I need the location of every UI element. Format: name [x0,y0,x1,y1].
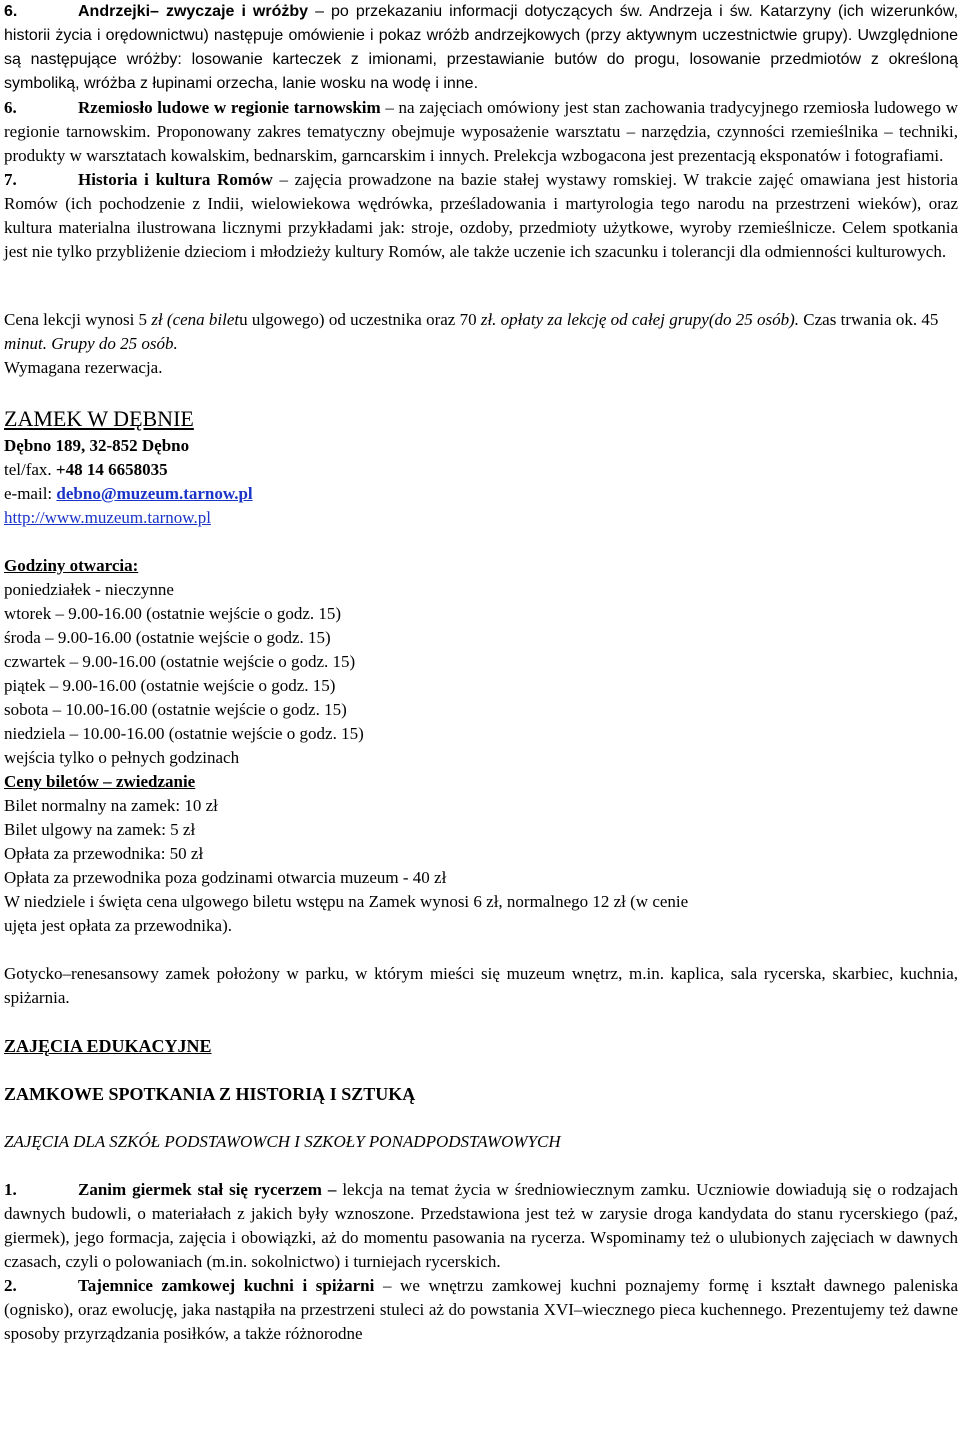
tickets-title: Ceny biletów – zwiedzanie [4,772,196,791]
hours-note: wejścia tylko o pełnych godzinach [4,748,240,767]
ticket-line: Opłata za przewodnika: 50 zł [4,844,204,863]
price-text-italic: zł (cena bilet [151,310,240,329]
item-number: 2. [4,1276,17,1295]
item-title: Tajemnice zamkowej kuchni i spiżarni [78,1276,375,1295]
hours-title: Godziny otwarcia: [4,556,139,575]
price-text: u ulgowego) od uczestnika oraz 70 [239,310,481,329]
ticket-line: Bilet normalny na zamek: 10 zł [4,796,218,815]
phone-number: +48 14 6658035 [55,460,168,479]
item-number: 6. [4,98,17,117]
hours-line: poniedziałek - nieczynne [4,580,174,599]
item-text: – zajęcia prowadzone na bazie stałej wystawy romskiej. W trakcie zajęć omawiana jest historia Romów (ich pochodzenie z Indii, wielowiekowa wędrówka, prześladowania i martyrologia tego narodu na przestrzeni wieków), oraz kultura materialna ilustrowana licznymi przykładami jak: stroje, ozdoby, przedmioty użytkowe, wyroby rzemieślnicze. Celem spotkania jest nie tylko przybliżenie dzieciom i młodzieży kultury Romów, ale także uczenie ich szacunku i tolerancji dla odmienności kulturowych. [4,170,958,261]
item-rzemioslo [4,96,958,168]
hours-line: sobota – 10.00-16.00 (ostatnie wejście o godz. 15) [4,700,347,719]
castle-website [4,506,958,530]
item-title: Rzemiosło ludowe w regionie tarnowskim [78,98,381,117]
item-romowie [4,168,958,264]
castle-email [4,482,958,506]
castle-title: ZAMEK W DĘBNIE [4,406,194,431]
sunday-price-line: ujęta jest opłata za przewodnika). [4,916,232,935]
item-text: – we wnętrzu zamkowej kuchni poznajemy formę i kształt dawnego paleniska (ognisko), oraz ewolucję, jaka nastąpiła na przestrzeni stuleci aż do powstania XVI–wiecznego pieca kuchennego. Prezentujemy też dawne sposoby przyrządzania posiłków, a także różnorodne [4,1276,958,1343]
lesson-item [4,1274,958,1346]
price-text: Czas trwania ok. 45 [799,310,939,329]
price-text-italic: zł. opłaty za lekcję od całej grupy(do 25 osób). [480,310,800,329]
item-title: Andrzejki– zwyczaje i wróżby [78,3,309,20]
price-info [4,308,958,356]
item-andrzejki [4,0,958,96]
sunday-price-line: W niedziele i święta cena ulgowego biletu wstępu na Zamek wynosi 6 zł, normalnego 12 zł (w cenie [4,892,689,911]
item-text: – na zajęciach omówiony jest stan zachowania tradycyjnego rzemiosła ludowego w regionie tarnowskim. Proponowany zakres tematyczny obejmuje wyposażenie warsztatu – narzędzia, czynności rzemieślnika – techniki, produkty w warsztatach kowalskim, bednarskim, garncarskim i innych. Prelekcja wzbogacona jest prezentacją eksponatów i fotografiami. [4,98,958,165]
email-link[interactable]: debno@muzeum.tarnow.pl [56,484,253,503]
item-title: Zanim giermek stał się rycerzem – [78,1180,337,1199]
price-text: Cena lekcji wynosi 5 [4,310,152,329]
lesson-item [4,1178,958,1274]
item-number: 6. [4,3,18,20]
email-label: e-mail: [4,484,57,503]
education-subtitle: ZAMKOWE SPOTKANIA Z HISTORIĄ I SZTUKĄ [4,1084,416,1104]
education-title: ZAJĘCIA EDUKACYJNE [4,1036,212,1056]
castle-phone [4,458,958,482]
item-title: Historia i kultura Romów [78,170,273,189]
hours-line: wtorek – 9.00-16.00 (ostatnie wejście o godz. 15) [4,604,342,623]
hours-line: środa – 9.00-16.00 (ostatnie wejście o godz. 15) [4,628,331,647]
hours-line: piątek – 9.00-16.00 (ostatnie wejście o godz. 15) [4,676,336,695]
ticket-line: Opłata za przewodnika poza godzinami otwarcia muzeum - 40 zł [4,868,447,887]
ticket-line: Bilet ulgowy na zamek: 5 zł [4,820,196,839]
castle-address: Dębno 189, 32-852 Dębno [4,436,190,455]
castle-description: Gotycko–renesansowy zamek położony w parku, w którym mieści się muzeum wnętrz, m.in. kaplica, sala rycerska, skarbiec, kuchnia, spiżarnia. [4,964,958,1007]
item-text: – po przekazaniu informacji dotyczących św. Andrzeja i św. Katarzyny (ich wizerunków, historii życia i orędownictwu) następuje omówienie i pokaz wróżb andrzejkowych (przy aktywnym uczestnictwie grupy). Uwzględnione są następujące wróżby: losowanie karteczek z imionami, przestawianie butów do progu, losowanie przedmiotów z określoną symboliką, wróżba z łupinami orzecha, lanie wosku na wodę i inne. [4,3,959,92]
hours-line: czwartek – 9.00-16.00 (ostatnie wejście o godz. 15) [4,652,356,671]
website-link[interactable]: http://www.muzeum.tarnow.pl [4,508,211,527]
education-audience: ZAJĘCIA DLA SZKÓŁ PODSTAWOWCH I SZKOŁY PONADPODSTAWOWYCH [4,1132,561,1151]
item-number: 1. [4,1180,17,1199]
phone-label: tel/fax. [4,460,56,479]
price-text-italic: minut. Grupy do 25 osób. [4,334,178,353]
item-number: 7. [4,170,17,189]
hours-line: niedziela – 10.00-16.00 (ostatnie wejście o godz. 15) [4,724,364,743]
reservation-note: Wymagana rezerwacja. [4,358,163,377]
item-text: lekcja na temat życia w średniowiecznym zamku. Uczniowie dowiadują się o rodzajach dawnych budowli, o materiałach z jakich były wznoszone. Przedstawiona jest też w zarysie droga kandydata do stanu rycerskiego (paź, giermek), jego formacja, zajęcia i obowiązki, aż do momentu pasowania na rycerza. Wspominamy też o ulubionych zajęciach w dawnych czasach, czyli o polowaniach (m.in. sokolnictwo) i turniejach rycerskich. [4,1180,958,1271]
